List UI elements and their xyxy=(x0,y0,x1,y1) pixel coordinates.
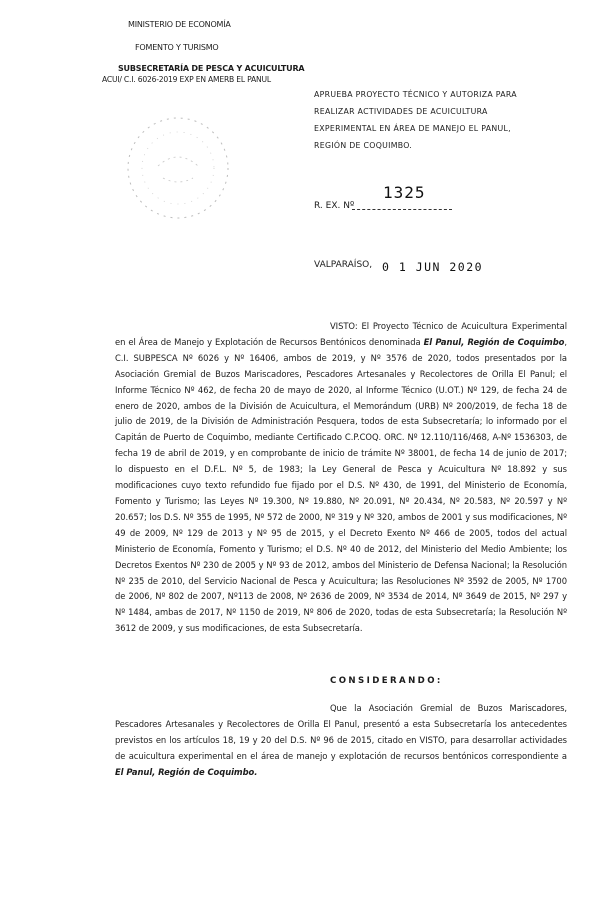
official-seal-icon xyxy=(118,108,238,228)
summary-line-2: REALIZAR ACTIVIDADES DE ACUICULTURA xyxy=(314,107,488,116)
undersecretariat-name: SUBSECRETARÍA DE PESCA Y ACUICULTURA xyxy=(118,64,305,73)
considerando-paragraph xyxy=(115,701,567,781)
considerando-heading: CONSIDERANDO: xyxy=(330,676,443,686)
summary-line-4: REGIÓN DE COQUIMBO. xyxy=(314,141,413,150)
resolution-summary xyxy=(314,86,568,154)
resolution-number: 1325 xyxy=(383,183,426,202)
visto-area-name: El Panul, Región de Coquimbo xyxy=(423,336,565,347)
ministry-line-2: FOMENTO Y TURISMO xyxy=(135,43,219,52)
date-stamp: 0 1 JUN 2020 xyxy=(382,260,484,274)
place-name: VALPARAÍSO, xyxy=(314,260,373,270)
summary-line-1: APRUEBA PROYECTO TÉCNICO Y AUTORIZA PARA xyxy=(314,90,517,99)
summary-line-3: EXPERIMENTAL EN ÁREA DE MANEJO EL PANUL, xyxy=(314,124,511,133)
ministry-line-1: MINISTERIO DE ECONOMÍA xyxy=(128,20,231,29)
file-reference: ACUI/ C.I. 6026-2019 EXP EN AMERB EL PANUL xyxy=(102,75,271,84)
visto-rest: , C.I. SUBPESCA Nº 6026 y Nº 16406, ambos de 2019, y Nº 3576 de 2020, todos presentados por la Asociación Gremial de Buzos Mariscadores, Pescadores Artesanales y Recolectores de Orilla El Panul; el Informe Técnico Nº 462, de fecha 20 de mayo de 2020, al Informe Técnico (U.OT.) Nº 129, de fecha 24 de enero de 2020, ambos de la División de Acuicultura, el Memorándum (URB) Nº 200/2019, de fecha 18 de julio de 2019, de la División de Administración Pesquera, todos de esta Subsecretaría; lo informado por el Capitán de Puerto de Coquimbo, mediante Certificado C.P.COQ. ORC. Nº 12.110/116/468, A-Nº 1536303, de fecha 19 de abril de 2019, y en comprobante de inicio de trámite Nº 38001, de fecha 14 de junio de 2017; lo dispuesto en el D.F.L. Nº 5, de 1983; la Ley General de Pesca y Acuicultura Nº 18.892 y sus modificaciones cuyo texto refundido fue fijado por el D.S. Nº 430, de 1991, del Ministerio de Economía, Fomento y Turismo; las Leyes Nº 19.300, Nº 19.880, Nº 20.091, Nº 20.434, Nº 20.583, Nº 20.597 y Nº 20.657; los D.S. Nº 355 de 1995, Nº 572 de 2000, Nº 319 y Nº 320, ambos de 2001 y sus modificaciones, Nº 49 de 2009, Nº 129 de 2013 y Nº 95 de 2015, y el Decreto Exento Nº 466 de 2005, todos del actual Ministerio de Economía, Fomento y Turismo; el D.S. Nº 40 de 2012, del Ministerio del Medio Ambiente; los Decretos Exentos Nº 230 de 2005 y Nº 93 de 2012, ambos del Ministerio de Defensa Nacional; la Resolución Nº 235 de 2010, del Servicio Nacional de Pesca y Acuicultura; las Resoluciones Nº 3592 de 2005, Nº 1700 de 2006, Nº 802 de 2007, Nº113 de 2008, Nº 2636 de 2009, Nº 3534 de 2014, Nº 3649 de 2015, Nº 297 y Nº 1484, ambas de 2017, Nº 1150 de 2019, Nº 806 de 2020, todas de esta Subsecretaría; la Resolución Nº 3612 de 2009, y sus modificaciones, de esta Subsecretaría. xyxy=(115,336,567,634)
resolution-label: R. EX. Nº xyxy=(314,201,355,211)
considerando-lead: Que la Asociación Gremial de Buzos Mariscadores, Pescadores Artesanales y Recolectores de Orilla El Panul, presentó a esta Subsecretaría los antecedentes previstos en los artículos 18, 19 y 20 del D.S. Nº 96 de 2015, citado en VISTO, para desarrollar actividades de acuicultura experimental en el área de manejo y explotación de recursos bentónicos correspondiente a xyxy=(115,703,567,761)
visto-paragraph xyxy=(115,319,567,637)
visto-lead: VISTO: El Proyecto Técnico de Acuicultura Experimental en el Área de Manejo y Explotación de Recursos Bentónicos denominada xyxy=(115,321,567,347)
resolution-number-line xyxy=(352,209,452,210)
considerando-area-name: El Panul, Región de Coquimbo. xyxy=(115,766,258,777)
